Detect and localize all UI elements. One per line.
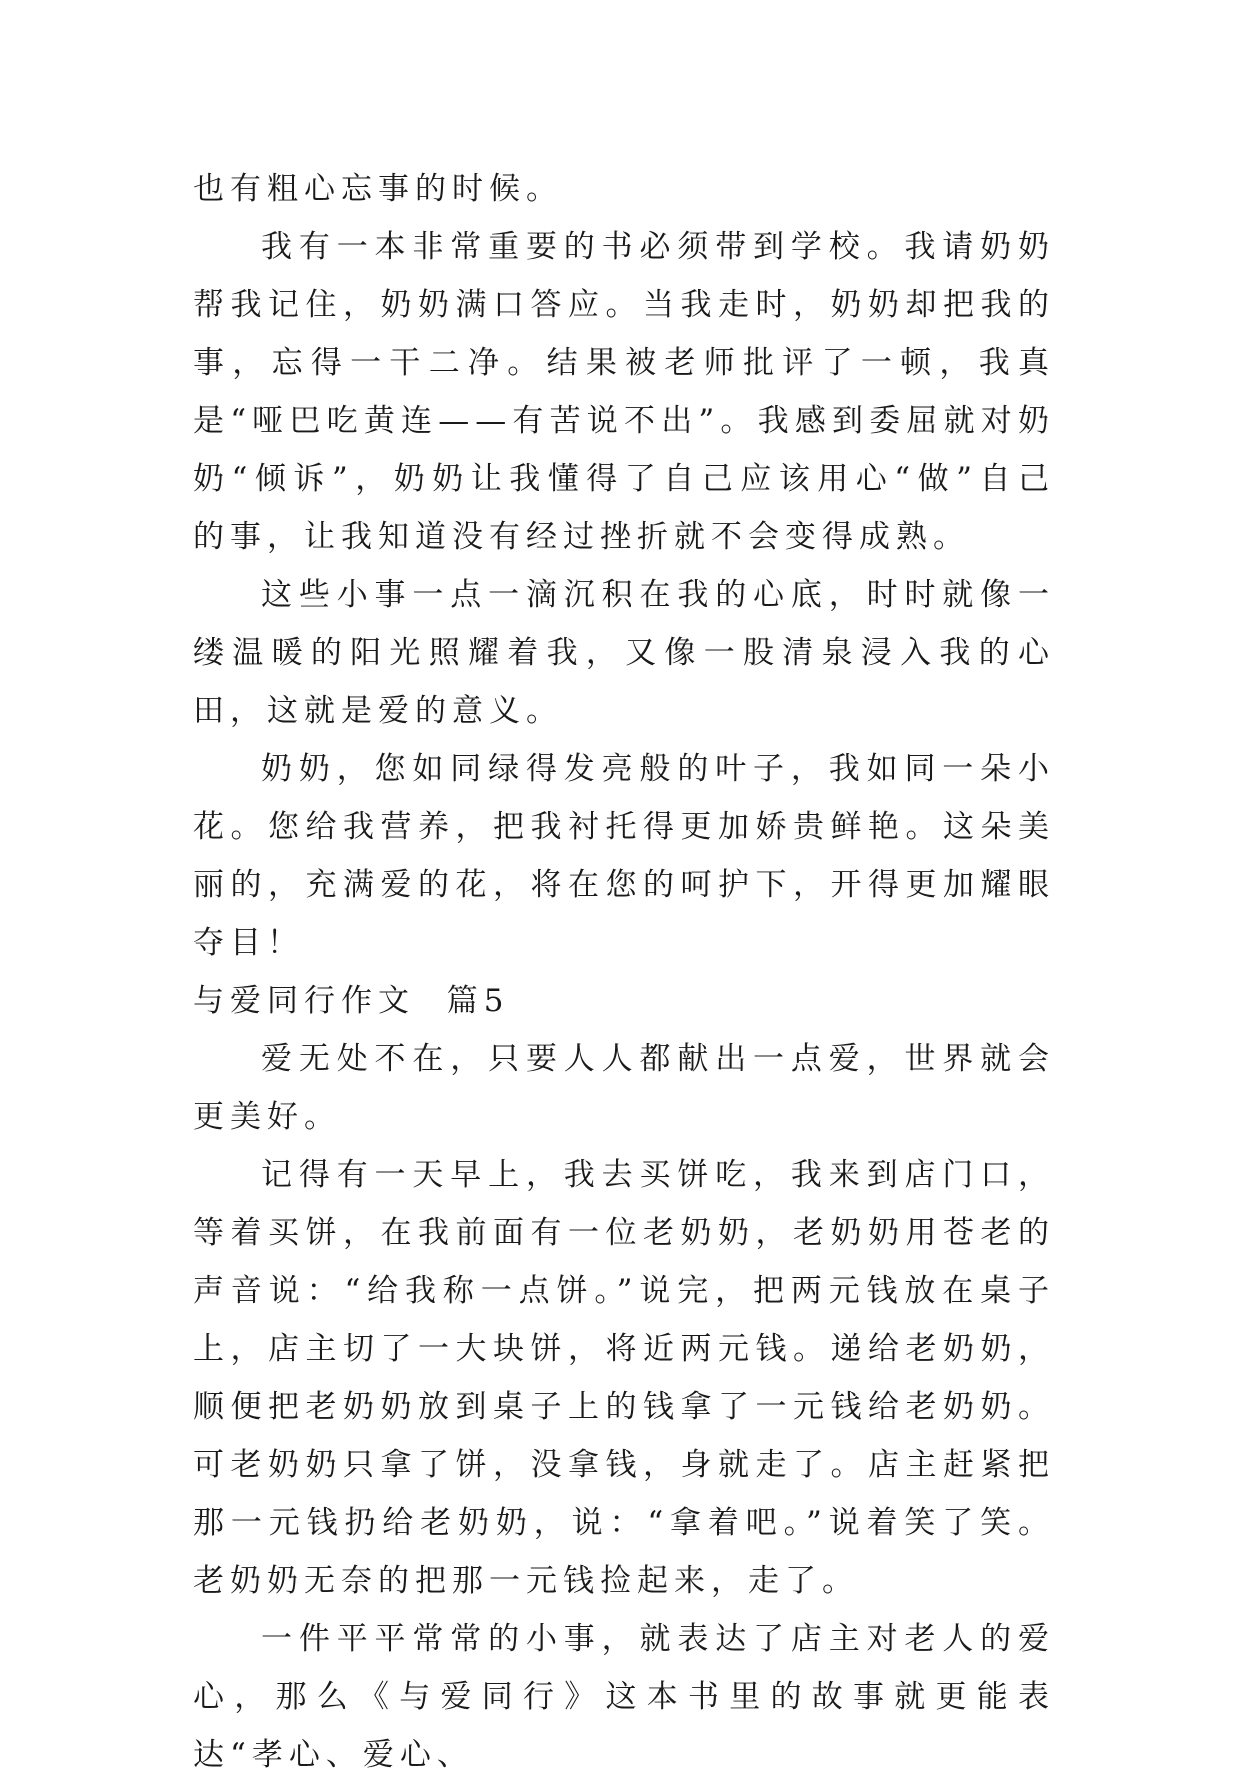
document-body <box>193 160 1055 1784</box>
paragraph-small-matter: 一件平平常常的小事，就表达了店主对老人的爱心，那么《与爱同行》这本书里的故事就更能表达“孝心、爱心、 <box>193 1621 1055 1773</box>
section-heading: 与爱同行作文 篇5 <box>193 983 510 1019</box>
paragraph-forgotten-book: 我有一本非常重要的书必须带到学校。我请奶奶帮我记住，奶奶满口答应。当我走时，奶奶却把我的事，忘得一干二净。结果被老师批评了一顿，我真是“哑巴吃黄连——有苦说不出”。我感到委屈就对奶奶“倾诉”，奶奶让我懂得了自己应该用心“做”自己的事，让我知道没有经过挫折就不会变得成熟。 <box>193 229 1055 555</box>
paragraph-continuation: 也有粗心忘事的时候。 <box>193 171 563 207</box>
paragraph-love-everywhere: 爱无处不在，只要人人都献出一点爱，世界就会更美好。 <box>193 1041 1055 1135</box>
paragraph-meaning-of-love: 这些小事一点一滴沉积在我的心底，时时就像一缕温暖的阳光照耀着我，又像一股清泉浸入我的心田，这就是爱的意义。 <box>193 577 1055 729</box>
paragraph-leaf-and-flower: 奶奶，您如同绿得发亮般的叶子，我如同一朵小花。您给我营养，把我衬托得更加娇贵鲜艳。这朵美丽的，充满爱的花，将在您的呵护下，开得更加耀眼夺目！ <box>193 751 1055 961</box>
paragraph-buying-cake: 记得有一天早上，我去买饼吃，我来到店门口，等着买饼，在我前面有一位老奶奶，老奶奶用苍老的声音说：“给我称一点饼。”说完，把两元钱放在桌子上，店主切了一大块饼，将近两元钱。递给老奶奶，顺便把老奶奶放到桌子上的钱拿了一元钱给老奶奶。可老奶奶只拿了饼，没拿钱，身就走了。店主赶紧把那一元钱扔给老奶奶，说：“拿着吧。”说着笑了笑。老奶奶无奈的把那一元钱捡起来，走了。 <box>193 1157 1055 1599</box>
